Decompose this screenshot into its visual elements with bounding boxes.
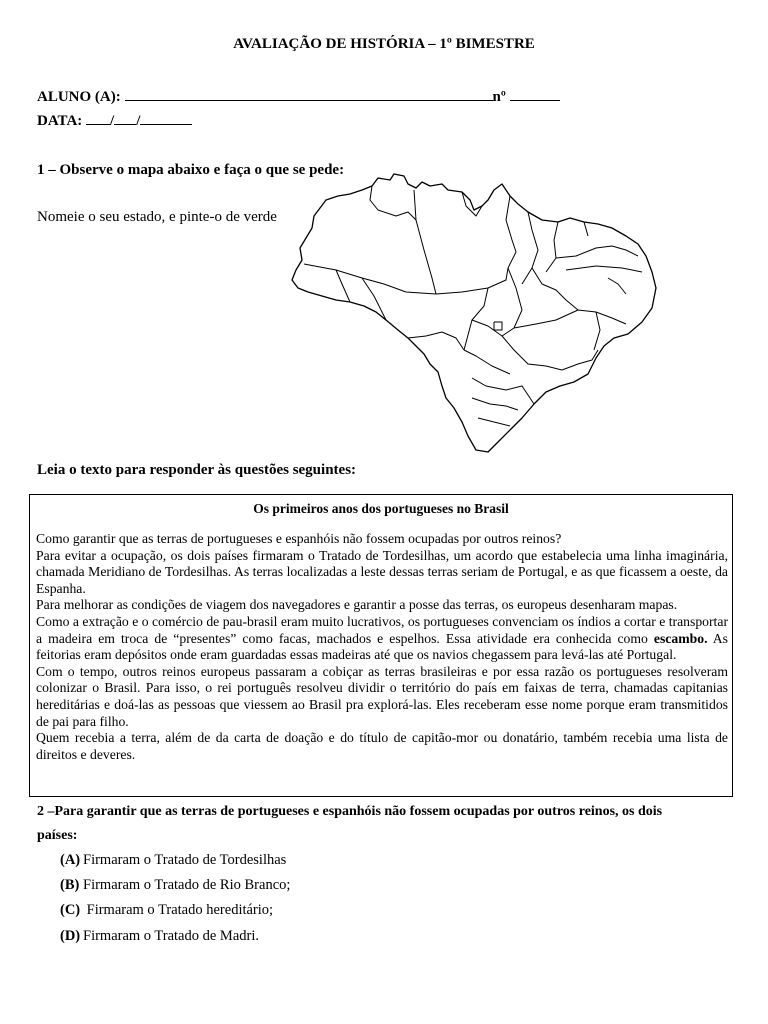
option-letter: (B) <box>60 877 80 893</box>
reading-body <box>36 531 728 763</box>
option-letter: (C) <box>60 902 81 918</box>
reading-paragraph-part: Como a extração e o comércio de pau-brasil eram muito lucrativos, os portugueses convenciam os índios a cortar e transportar a madeira em troca de “presentes” como facas, machados e espelhos. Essa atividade era conhecida como <box>36 613 728 646</box>
date-year-field[interactable] <box>140 112 192 125</box>
option-text: Firmaram o Tratado de Rio Branco; <box>83 877 291 893</box>
page-title: AVALIAÇÃO DE HISTÓRIA – 1º BIMESTRE <box>233 36 535 52</box>
reading-paragraph: Quem recebia a terra, além de da carta de doação e do título de capitão-mor ou donatário, também recebia uma lista de direitos e deveres. <box>36 730 728 762</box>
option-text: Firmaram o Tratado hereditário; <box>83 902 274 918</box>
date-month-field[interactable] <box>114 112 136 125</box>
date-day-field[interactable] <box>86 112 110 125</box>
student-number-field[interactable] <box>510 88 560 101</box>
option-a[interactable] <box>60 852 286 869</box>
reading-intro: Leia o texto para responder às questões seguintes: <box>37 462 357 478</box>
question-2-prompt-cont: países: <box>37 828 78 843</box>
data-label: DATA: <box>37 113 83 129</box>
option-text: Firmaram o Tratado de Madri. <box>83 928 259 944</box>
reading-paragraph <box>36 614 728 664</box>
option-letter: (A) <box>60 852 81 868</box>
aluno-label: ALUNO (A): <box>37 89 121 105</box>
student-name-row <box>37 88 560 106</box>
question-1-instruction: Nomeie o seu estado, e pinte-o de verde <box>37 209 277 225</box>
reading-paragraph: Para evitar a ocupação, os dois países firmaram o Tratado de Tordesilhas, um acordo que estabelecia uma linha imaginária, chamada Meridiano de Tordesilhas. As terras localizadas a leste dessas terras seriam de Portugal, e as que ficassem a oeste, da Espanha. <box>36 547 728 596</box>
reading-paragraph-part: As feitorias eram depósitos onde eram guardadas essas madeiras até que os navios chegassem para levá-las até Portugal. <box>36 630 728 663</box>
reading-title: Os primeiros anos dos portugueses no Brasil <box>253 501 509 516</box>
option-d[interactable] <box>60 928 259 945</box>
brazil-outline <box>292 174 656 452</box>
option-c[interactable] <box>60 902 273 919</box>
question-1-prompt: 1 – Observe o mapa abaixo e faça o que se pede: <box>37 162 345 178</box>
numero-label: nº <box>492 89 506 105</box>
question-2-prompt: 2 –Para garantir que as terras de portugueses e espanhóis não fossem ocupadas por outros reinos, os dois <box>37 804 663 819</box>
escambo-term: escambo. <box>653 630 708 646</box>
reading-paragraph: Para melhorar as condições de viagem dos navegadores e garantir a posse das terras, os europeus desenharam mapas. <box>36 597 678 613</box>
brazil-states-map[interactable] <box>266 160 762 460</box>
reading-paragraph: Como garantir que as terras de portugueses e espanhóis não fossem ocupadas por outros reinos? <box>36 531 562 546</box>
date-separator: / <box>110 113 115 129</box>
option-letter: (D) <box>60 928 81 944</box>
reading-text-box <box>29 494 733 797</box>
reading-paragraph: Com o tempo, outros reinos europeus passaram a cobiçar as terras brasileiras e por essa razão os portugueses resolveram colonizar o Brasil. Para isso, o rei português resolveu dividir o território do país em faixas de terra, chamadas capitanias hereditárias e doá-las as pessoas que viessem ao Brasil pra explorá-las. Eles receberam esse nome porque eram transmitidos de pai para filho. <box>36 663 728 729</box>
student-name-field[interactable] <box>125 88 493 101</box>
date-separator: / <box>136 113 141 129</box>
option-text: Firmaram o Tratado de Tordesilhas <box>83 852 287 868</box>
date-row <box>37 112 192 130</box>
option-b[interactable] <box>60 877 290 894</box>
